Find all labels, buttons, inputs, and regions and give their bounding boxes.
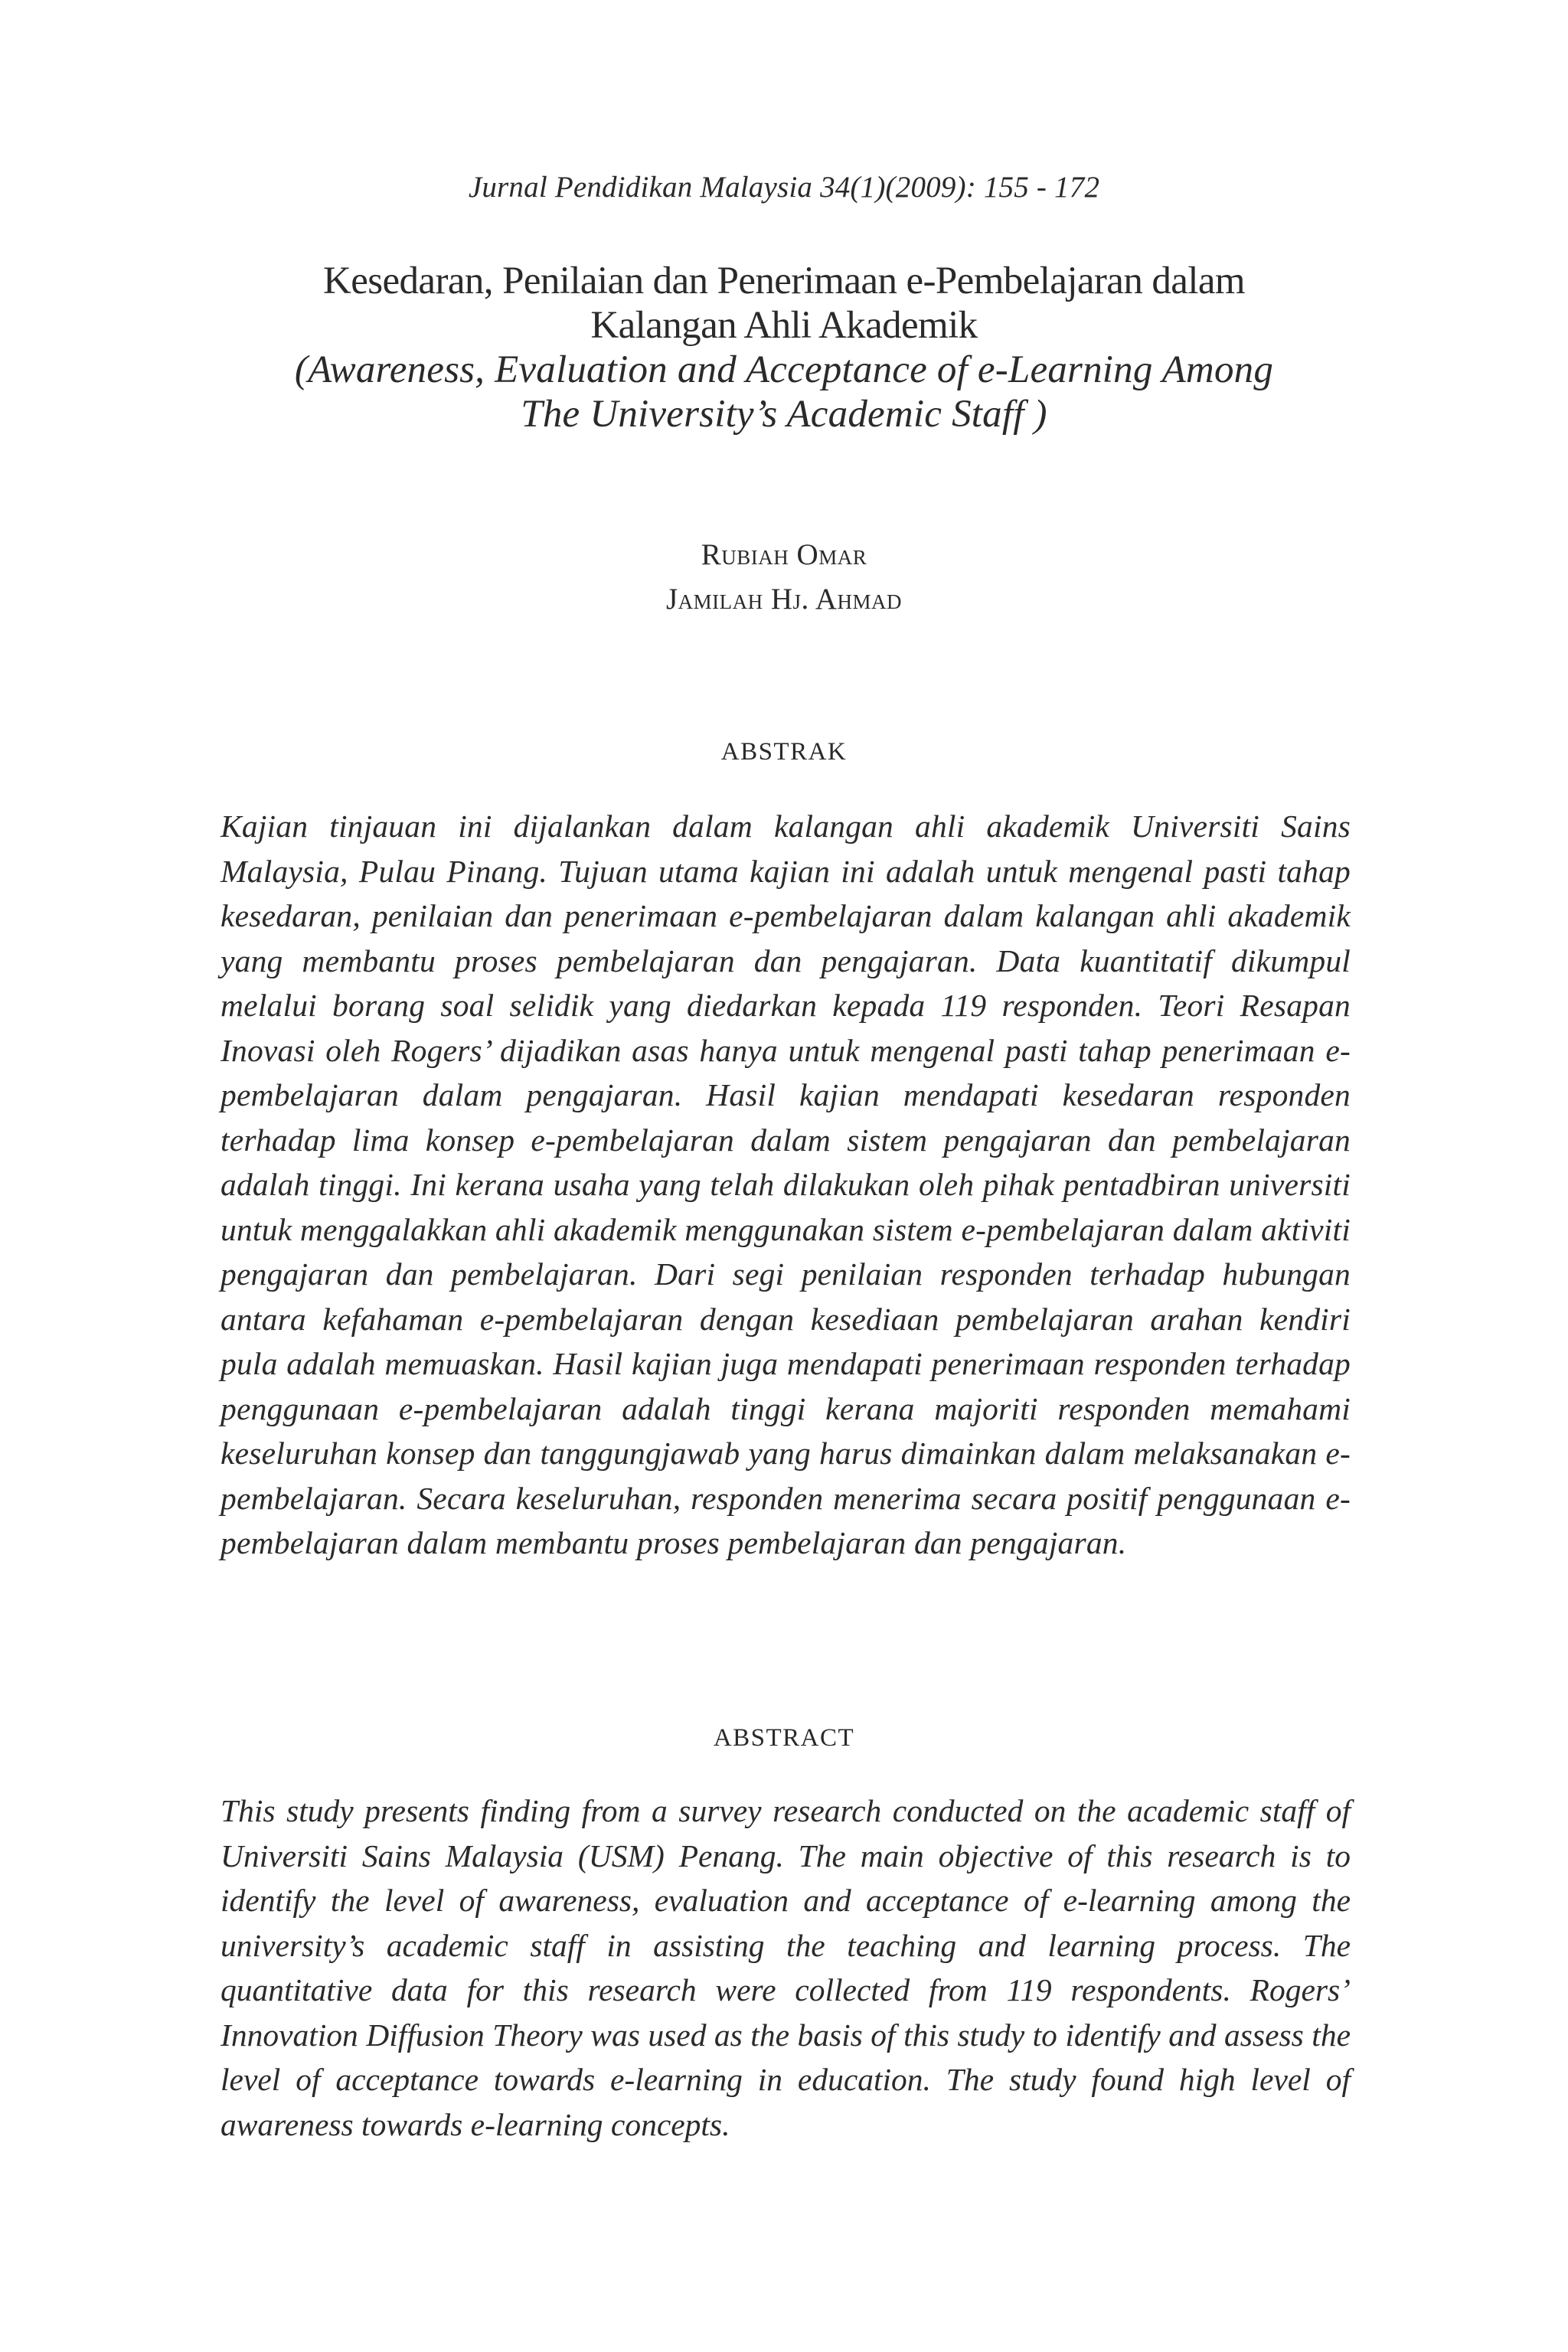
journal-citation: Jurnal Pendidikan Malaysia 34(1)(2009): 155 - 172 xyxy=(468,171,1100,204)
author-list xyxy=(0,533,1568,622)
abstract-paragraph: This study presents finding from a survey research conducted on the academic staff of Universiti Sains Malaysia (USM) Penang. The main objective of this research is to identify the level of awareness, evaluation and acceptance of e-learning among the university’s academic staff in assisting the teaching and learning process. The quantitative data for this research were collected from 119 respondents. Rogers’ Innovation Diffusion Theory was used as the basis of this study to identify and assess the level of acceptance towards e-learning in education. The study found high level of awareness towards e-learning concepts. xyxy=(220,1793,1351,2142)
abstrak-heading: ABSTRAK xyxy=(720,738,848,766)
article-title xyxy=(0,259,1568,436)
title-malay-line-1: Kesedaran, Penilaian dan Penerimaan e-Pembelajaran dalam xyxy=(322,260,1246,302)
abstrak-paragraph: Kajian tinjauan ini dijalankan dalam kalangan ahli akademik Universiti Sains Malaysia, Pulau Pinang. Tujuan utama kajian ini adalah untuk mengenal pasti tahap kesedaran, penilaian dan penerimaan e-pembelajaran dalam kalangan ahli akademik yang membantu proses pembelajaran dan pengajaran. Data kuantitatif dikumpul melalui borang soal selidik yang diedarkan kepada 119 responden. Teori Resapan Inovasi oleh Rogers’ dijadikan asas hanya untuk mengenal pasti tahap penerimaan e-pembelajaran dalam pengajaran. Hasil kajian mendapati kesedaran responden terhadap lima konsep e-pembelajaran dalam sistem pengajaran dan pembelajaran adalah tinggi. Ini kerana usaha yang telah dilakukan oleh pihak pentadbiran universiti untuk menggalakkan ahli akademik menggunakan sistem e-pembelajaran dalam aktiviti pengajaran dan pembelajaran. Dari segi penilaian responden terhadap hubungan antara kefahaman e-pembelajaran dengan kesediaan pembelajaran arahan kendiri pula adalah memuaskan. Hasil kajian juga mendapati penerimaan responden terhadap penggunaan e-pembelajaran adalah tinggi kerana majoriti responden memahami keseluruhan konsep dan tanggungjawab yang harus dimainkan dalam melaksanakan e-pembelajaran. Secara keseluruhan, responden menerima secara positif penggunaan e-pembelajaran dalam membantu proses pembelajaran dan pengajaran. xyxy=(220,808,1351,1560)
title-english-line-1: (Awareness, Evaluation and Acceptance of e-Learning Among xyxy=(294,348,1274,391)
title-malay-line-2: Kalangan Ahli Akademik xyxy=(590,304,978,347)
author-name: Rubiah Omar xyxy=(701,538,867,571)
title-english-line-2: The University’s Academic Staff ) xyxy=(521,393,1047,436)
author-name: Jamilah Hj. Ahmad xyxy=(665,583,903,616)
abstract-heading: ABSTRACT xyxy=(713,1724,855,1752)
